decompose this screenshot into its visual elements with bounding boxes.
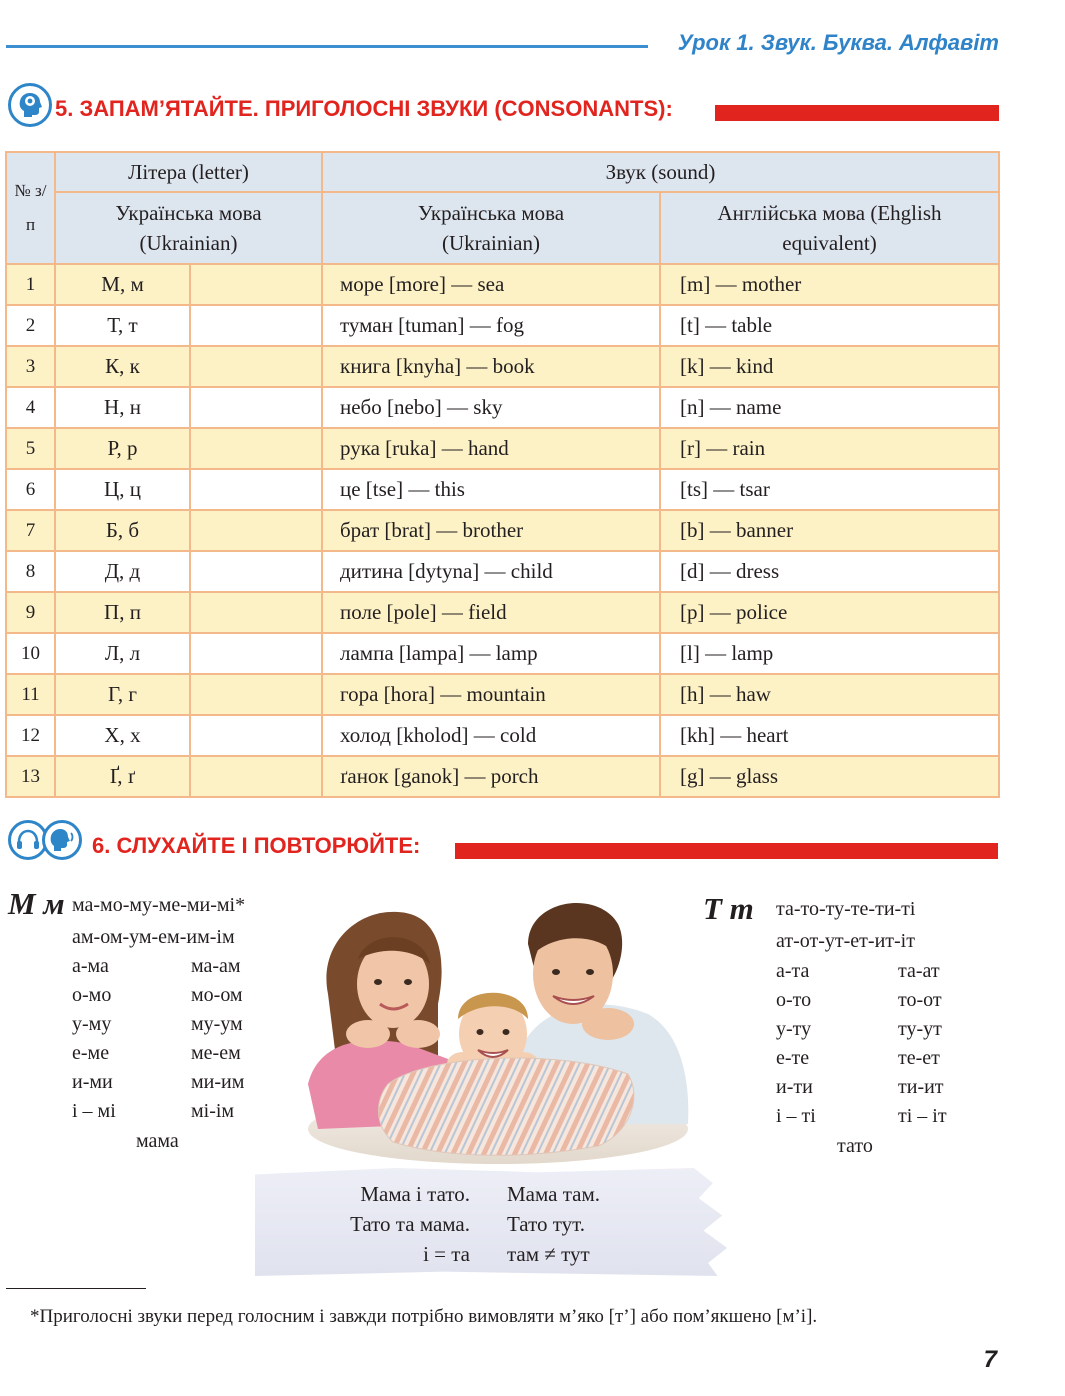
row-blank xyxy=(190,592,322,633)
row-number: 8 xyxy=(6,551,55,592)
row-letter: М, м xyxy=(55,264,190,305)
speak-icon xyxy=(42,820,82,860)
table-row xyxy=(6,592,999,633)
row-number: 11 xyxy=(6,674,55,715)
m-pair-b: ми-им xyxy=(191,1071,245,1093)
row-english: [h] — haw xyxy=(660,674,999,715)
row-blank xyxy=(190,510,322,551)
table-row xyxy=(6,469,999,510)
row-english: [kh] — heart xyxy=(660,715,999,756)
row-letter: Ґ, ґ xyxy=(55,756,190,797)
row-number: 6 xyxy=(6,469,55,510)
row-blank xyxy=(190,346,322,387)
row-blank xyxy=(190,633,322,674)
row-ukrainian: туман [tuman] — fog xyxy=(322,305,660,346)
row-english: [r] — rain xyxy=(660,428,999,469)
row-ukrainian: дитина [dytyna] — child xyxy=(322,551,660,592)
t-pair-a: о-то xyxy=(776,989,812,1011)
sentence-note xyxy=(255,1168,727,1276)
row-english: [k] — kind xyxy=(660,346,999,387)
row-letter: Н, н xyxy=(55,387,190,428)
row-ukrainian: книга [knyha] — book xyxy=(322,346,660,387)
header-sound-en: Англійська мова (Ehglish equivalent) xyxy=(660,192,999,264)
m-pair-b: ма-ам xyxy=(191,955,241,977)
m-line2: ам-ом-ум-ем-им-ім xyxy=(72,926,235,948)
row-english: [d] — dress xyxy=(660,551,999,592)
row-ukrainian: брат [brat] — brother xyxy=(322,510,660,551)
m-pair-b: мі-ім xyxy=(191,1100,235,1122)
row-letter: Т, т xyxy=(55,305,190,346)
row-blank xyxy=(190,428,322,469)
row-number: 2 xyxy=(6,305,55,346)
note-right-1: Мама там. xyxy=(507,1182,601,1206)
footnote: *Приголосні звуки перед голосним і завжди потрібно вимовляти м’яко [т’] або пом’якшено [м’і]. xyxy=(30,1306,818,1327)
header-letter-ua: Українська мова (Ukrainian) xyxy=(55,192,322,264)
table-subheader-row xyxy=(6,192,999,264)
table-row xyxy=(6,510,999,551)
row-number: 3 xyxy=(6,346,55,387)
note-right-3: там ≠ тут xyxy=(507,1242,590,1266)
row-letter: Х, х xyxy=(55,715,190,756)
t-pair-a: і – ті xyxy=(776,1105,816,1127)
t-pair-b: та-ат xyxy=(898,960,940,982)
t-pair-b: то-от xyxy=(898,989,942,1011)
header-letter-group: Літера (letter) xyxy=(55,152,322,192)
t-pair-a: и-ти xyxy=(776,1076,813,1098)
m-pair-a: а-ма xyxy=(72,955,109,977)
m-pair-a: е-ме xyxy=(72,1042,110,1064)
row-blank xyxy=(190,305,322,346)
m-pair-a: о-мо xyxy=(72,984,112,1006)
row-ukrainian: небо [nebo] — sky xyxy=(322,387,660,428)
header-no xyxy=(6,152,55,264)
row-ukrainian: холод [kholod] — cold xyxy=(322,715,660,756)
table-row xyxy=(6,551,999,592)
note-left-1: Мама і тато. xyxy=(360,1182,470,1206)
m-pair-a: і – мі xyxy=(72,1100,116,1122)
header-sound-group: Звук (sound) xyxy=(322,152,999,192)
table-row xyxy=(6,428,999,469)
row-ukrainian: море [more] — sea xyxy=(322,264,660,305)
t-word: тато xyxy=(837,1135,873,1157)
header-no-text: № з/ п xyxy=(14,181,47,234)
table-header-row xyxy=(6,152,999,192)
row-blank xyxy=(190,551,322,592)
row-english: [b] — banner xyxy=(660,510,999,551)
header-rule xyxy=(6,45,648,48)
head-brain-icon xyxy=(8,83,52,127)
table-row xyxy=(6,756,999,797)
m-word: мама xyxy=(136,1130,179,1152)
t-pair-a: а-та xyxy=(776,960,810,982)
table-row xyxy=(6,305,999,346)
m-pair-b: мо-ом xyxy=(191,984,243,1006)
row-letter: Б, б xyxy=(55,510,190,551)
row-english: [m] — mother xyxy=(660,264,999,305)
row-blank xyxy=(190,469,322,510)
table-row xyxy=(6,633,999,674)
t-pair-b: ту-ут xyxy=(898,1018,942,1040)
page-number: 7 xyxy=(983,1346,997,1373)
t-line1: та-то-ту-те-ти-ті xyxy=(776,898,916,920)
t-line2: ат-от-ут-ет-ит-іт xyxy=(776,930,915,952)
row-blank xyxy=(190,387,322,428)
letter-t-heading: Т т xyxy=(703,891,754,926)
row-blank xyxy=(190,264,322,305)
t-pair-b: ті – іт xyxy=(898,1105,947,1127)
table-row xyxy=(6,387,999,428)
t-pair-a: е-те xyxy=(776,1047,810,1069)
row-english: [ts] — tsar xyxy=(660,469,999,510)
row-english: [l] — lamp xyxy=(660,633,999,674)
lesson-title: Урок 1. Звук. Буква. Алфавіт xyxy=(677,30,999,55)
row-number: 12 xyxy=(6,715,55,756)
row-number: 13 xyxy=(6,756,55,797)
row-english: [t] — table xyxy=(660,305,999,346)
row-letter: Д, д xyxy=(55,551,190,592)
section5-red-bar xyxy=(715,105,999,121)
note-left-2: Тато та мама. xyxy=(350,1212,470,1236)
row-number: 7 xyxy=(6,510,55,551)
t-pair-b: ти-ит xyxy=(898,1076,944,1098)
t-pair-b: те-ет xyxy=(898,1047,940,1069)
row-number: 9 xyxy=(6,592,55,633)
note-right-2: Тато тут. xyxy=(507,1212,585,1236)
section5-title: 5. ЗАПАМ’ЯТАЙТЕ. ПРИГОЛОСНІ ЗВУКИ (CONSONANTS): xyxy=(55,96,673,121)
row-ukrainian: поле [pole] — field xyxy=(322,592,660,633)
t-pair-a: у-ту xyxy=(776,1018,812,1040)
row-english: [n] — name xyxy=(660,387,999,428)
footnote-rule xyxy=(6,1288,146,1289)
row-blank xyxy=(190,674,322,715)
m-line1: ма-мо-му-ме-ми-мі* xyxy=(72,894,246,916)
row-blank xyxy=(190,756,322,797)
row-ukrainian: ґанок [ganok] — porch xyxy=(322,756,660,797)
section6-red-bar xyxy=(455,843,998,859)
table-row xyxy=(6,264,999,305)
row-english: [p] — police xyxy=(660,592,999,633)
m-pair-b: ме-ем xyxy=(191,1042,241,1064)
m-pair-a: и-ми xyxy=(72,1071,113,1093)
table-row xyxy=(6,346,999,387)
row-letter: К, к xyxy=(55,346,190,387)
row-letter: Ц, ц xyxy=(55,469,190,510)
row-number: 1 xyxy=(6,264,55,305)
row-letter: Г, г xyxy=(55,674,190,715)
row-number: 5 xyxy=(6,428,55,469)
m-pair-a: у-му xyxy=(72,1013,112,1035)
family-photo xyxy=(298,884,690,1164)
letter-m-heading: М м xyxy=(8,886,65,921)
row-ukrainian: рука [ruka] — hand xyxy=(322,428,660,469)
row-number: 10 xyxy=(6,633,55,674)
row-ukrainian: це [tse] — this xyxy=(322,469,660,510)
table-row xyxy=(6,674,999,715)
row-ukrainian: гора [hora] — mountain xyxy=(322,674,660,715)
header-sound-ua: Українська мова (Ukrainian) xyxy=(322,192,660,264)
m-pair-b: му-ум xyxy=(191,1013,243,1035)
table-row xyxy=(6,715,999,756)
note-left-3: і = та xyxy=(423,1242,470,1266)
row-number: 4 xyxy=(6,387,55,428)
row-blank xyxy=(190,715,322,756)
row-letter: Р, р xyxy=(55,428,190,469)
consonants-table xyxy=(5,151,1000,798)
row-letter: Л, л xyxy=(55,633,190,674)
section6-title: 6. СЛУХАЙТЕ І ПОВТОРЮЙТЕ: xyxy=(92,833,421,858)
row-english: [g] — glass xyxy=(660,756,999,797)
row-letter: П, п xyxy=(55,592,190,633)
row-ukrainian: лампа [lampa] — lamp xyxy=(322,633,660,674)
